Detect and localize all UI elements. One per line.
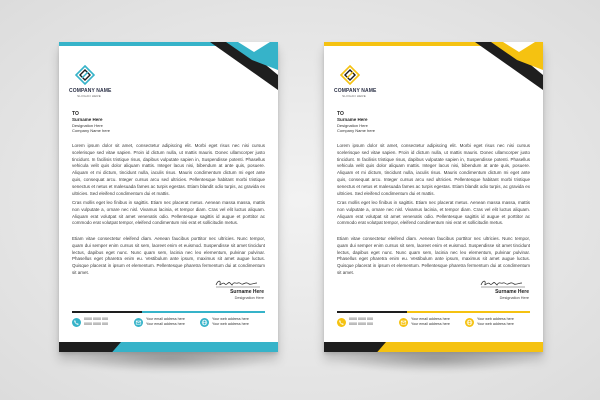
body-paragraph: Cras mollis eget leo finibus in sagittis. Etiam nec placerat metus. Aenean massa massa, mattis non vulputate a, ornare nec nisl. Vivamus lacinia, et tempor diam. Cras vel elit luctus aliquam. Aliquam erat volutpat sit amet venenatis odio. Pellentesque sagittis id augue et porttitor ac commodo erat volutpat tempor, eleifend condimentum nisi erat et sollicitudin metus. (72, 200, 265, 226)
envelope-icon (399, 318, 408, 327)
body-paragraph: Lorem ipsum dolor sit amet, consectetur adipiscing elit. Morbi eget risus nec nisi cursus scelerisque sed vitae sapien. Proin id dictum nulla, ut mattis mauris. Donec ullamcorper justo tincidunt. In facilisis tristique risus, dapibus vulputate sapien in, Suspendisse potenti. Phasellus vehicula velit quis dolor aliquam mattis. Integer lacus nisi, bibendum at ante quis, posuere. Aliquam et mi dictum, tincidunt nulla, iaculis risus. Mauris condimentum dictum mi eget ante quis, consequat arcu. Integer cursus arcu sed ultricies. Pellentesque habitant morbi tristique senectus et netus et malesuada fames ac turpis egestas. Etiam blandit odio turpis, ac gravida ex ultricies. Sed eleifend condimentum dui et mattis. (72, 143, 265, 196)
footer-divider-dark (337, 311, 407, 313)
signer-name: Surname Here (230, 289, 264, 295)
web-address: Your web address here (477, 322, 514, 326)
recipient-designation: Designation Here (72, 123, 103, 128)
web-address: Your web address here (477, 317, 514, 321)
letterhead-teal (59, 42, 278, 352)
signer-name: Surname Here (495, 289, 529, 295)
email-address: Your email address here (411, 322, 450, 326)
phone-number: 0000 0000 000 (349, 317, 373, 321)
globe-icon (465, 318, 474, 327)
phone-icon (72, 318, 81, 327)
body-paragraph: Etiam vitae consectetur eleifend diam. Aenean faucibus porttitor nec ultricies. Nunc tempor, quam dui semper enim cursus sit sem, laoreet enim et euismod. Suspendisse sit amet tincidunt lectus, dapibus eget nunc. Nunc quam sem, lacinia nec leo elementum, pulvinar pulvinar. Phasellus eget pharetra enim eu. Vestibulum ante ipsum, maximus sit amet augue luctus. Quisque placerat in ipsum et elementum. Pellentesque pharetra fermentum dui at condimentum sit amet. (337, 236, 530, 275)
letterhead-yellow (324, 42, 543, 352)
contact-row (337, 317, 532, 333)
envelope-icon (134, 318, 143, 327)
company-name: COMPANY NAME (334, 88, 377, 94)
recipient-company: Company Name here (337, 128, 376, 133)
globe-icon (200, 318, 209, 327)
email-address: Your email address here (411, 317, 450, 321)
phone-number: 0000 0000 000 (84, 317, 108, 321)
company-name: COMPANY NAME (69, 88, 112, 94)
web-address: Your web address here (212, 322, 249, 326)
corner-chevron-decoration (473, 42, 543, 90)
company-slogan: SLOGAN HERE (77, 94, 101, 98)
phone-icon (337, 318, 346, 327)
email-address: Your email address here (146, 322, 185, 326)
recipient-company: Company Name here (72, 128, 111, 133)
web-address: Your web address here (212, 317, 249, 321)
body-paragraph: Etiam vitae consectetur eleifend diam. Aenean faucibus porttitor nec ultricies. Nunc tempor, quam dui semper enim cursus sit sem, laoreet enim et euismod. Suspendisse sit amet tincidunt lectus, dapibus eget nunc. Nunc quam sem, lacinia nec leo elementum, pulvinar pulvinar. Phasellus eget pharetra enim eu. Vestibulum ante ipsum, maximus sit amet augue luctus. Quisque placerat in ipsum et elementum. Pellentesque pharetra fermentum dui at condimentum sit amet. (72, 236, 265, 275)
recipient-to-label: TO (72, 111, 79, 117)
footer-divider-dark (72, 311, 142, 313)
body-paragraph: Lorem ipsum dolor sit amet, consectetur adipiscing elit. Morbi eget risus nec nisi cursus scelerisque sed vitae sapien. Proin id dictum nulla, ut mattis mauris. Donec ullamcorper justo tincidunt. In facilisis tristique risus, dapibus vulputate sapien in, Suspendisse potenti. Phasellus vehicula velit quis dolor aliquam mattis. Integer lacus nisi, bibendum at ante quis, posuere. Aliquam et mi dictum, tincidunt nulla, iaculis risus. Mauris condimentum dictum mi eget ante quis, consequat arcu. Integer cursus arcu sed ultricies. Pellentesque habitant morbi tristique senectus et netus et malesuada fames ac turpis egestas. Etiam blandit odio turpis, ac gravida ex ultricies. Sed eleifend condimentum dui et mattis. (337, 143, 530, 196)
signer-title: Designation Here (499, 296, 529, 300)
recipient-designation: Designation Here (337, 123, 368, 128)
corner-chevron-decoration (208, 42, 278, 90)
signature-image (214, 278, 264, 288)
body-paragraph: Cras mollis eget leo finibus in sagittis. Etiam nec placerat metus. Aenean massa massa, mattis non vulputate a, ornare nec nisl. Vivamus lacinia, et tempor diam. Cras vel elit luctus aliquam. Aliquam erat volutpat sit amet venenatis odio. Pellentesque sagittis id augue et porttitor ac commodo erat volutpat tempor, eleifend condimentum nisi erat et sollicitudin metus. (337, 200, 530, 226)
recipient-name: Surname Here (72, 117, 103, 122)
company-logo-icon (75, 65, 95, 85)
recipient-name: Surname Here (337, 117, 368, 122)
bottom-dark-bar (324, 342, 386, 352)
company-slogan: SLOGAN HERE (342, 94, 366, 98)
bottom-dark-bar (59, 342, 121, 352)
recipient-to-label: TO (337, 111, 344, 117)
phone-number: 0000 0000 000 (349, 322, 373, 326)
company-logo-icon (340, 65, 360, 85)
contact-row (72, 317, 267, 333)
email-address: Your email address here (146, 317, 185, 321)
signature-image (479, 278, 529, 288)
phone-number: 0000 0000 000 (84, 322, 108, 326)
signer-title: Designation Here (234, 296, 264, 300)
